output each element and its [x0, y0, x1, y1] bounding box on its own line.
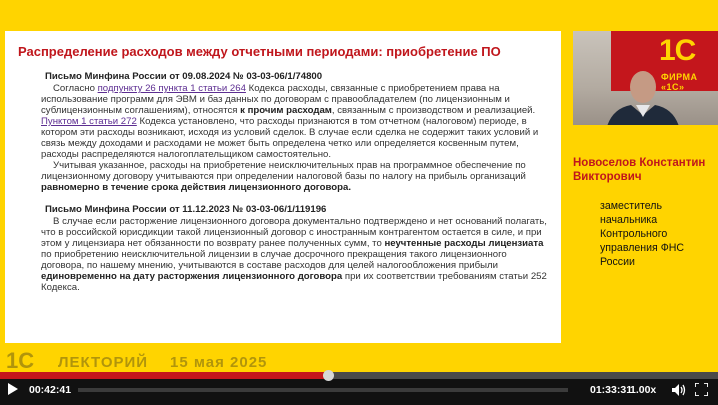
play-icon[interactable] [8, 383, 18, 395]
text-span: Кодекса установлено, что расходы признаются в том отчетном (налоговом) периоде, в котором эти расходы возникают, исходя из условий сделок. В случае если сделка не содержит таких условий и связь между доходами и расходами не может быть определена четко или определяется косвенным путем, расходы распределяются налогоплательщиком самостоятельно. [41, 116, 539, 160]
bold-span: неучтенные расходы лицензиата [384, 238, 544, 249]
progress-fill [0, 372, 328, 379]
letter1-paragraph1 [41, 83, 551, 116]
logo-text: 1С [659, 34, 696, 67]
total-time: 01:33:31 [590, 384, 633, 396]
text-span: Согласно [53, 83, 98, 94]
slide-title: Распределение расходов между отчетными периодами: приобретение ПО [18, 44, 501, 59]
speaker-camera [573, 31, 718, 125]
speaker-person-icon [603, 65, 683, 125]
text-span: , связанным с производством и реализацией. [331, 105, 536, 116]
presentation-slide [5, 31, 561, 343]
watermark-word: ЛЕКТОРИЙ [58, 354, 149, 371]
text-span: Учитывая указанное, расходы на приобретение неисключительных прав на программное обеспечение по лицензионному договору учитываются при определении налоговой базы по налогу на прибыль организаций [41, 160, 526, 182]
slide-body [41, 71, 551, 293]
spacer [41, 193, 551, 204]
watermark [0, 348, 300, 372]
text-span: при их соответствии требованиям статьи 252 Кодекса. [41, 271, 547, 293]
fullscreen-icon[interactable] [695, 383, 708, 396]
progress-bar[interactable] [0, 372, 718, 379]
text-span: В случае если расторжение лицензионного договора документально подтверждено и нет оснований полагать, что в российской юрисдикции такой лицензионный договор с иностранным контрагентом остается в силе, и при этом у лицензиара нет обязанности по возврату ранее полученных сумм, то [41, 216, 547, 249]
watermark-date: 15 мая 2025 [170, 354, 268, 371]
current-time: 00:42:41 [29, 384, 72, 396]
speaker-role: заместитель начальника Контрольного управления ФНС России [600, 200, 685, 268]
letter2-paragraph1 [41, 216, 551, 293]
playback-speed-button[interactable]: 1.00x [630, 384, 657, 396]
letter1-paragraph2 [41, 116, 551, 160]
bold-span: к прочим расходам [240, 105, 332, 116]
law-link: Пунктом 1 статьи 272 [41, 116, 137, 127]
watermark-logo: 1С [6, 348, 35, 372]
letter1-heading: Письмо Минфина России от 09.08.2024 № 03-03-06/1/74800 [45, 71, 323, 82]
letter2-heading: Письмо Минфина России от 11.12.2023 № 03-03-06/1/119196 [45, 204, 327, 215]
bold-span: единовременно на дату расторжения лицензионного договора [41, 271, 343, 282]
text-span: Кодекса расходы, связанные с приобретением права на использование программ для ЭВМ и баз данных по договорам с правообладателем (по лицензионным и сублицензионным соглашениям), относятся [41, 83, 510, 116]
law-link: подпункту 26 пункта 1 статьи 264 [97, 83, 246, 94]
speaker-name: Новоселов Константин Викторович [573, 157, 706, 183]
volume-icon[interactable] [672, 384, 686, 396]
logo-subtext: ФИРМА «1С» [661, 72, 698, 92]
letter1-paragraph3 [41, 160, 551, 193]
bold-span: равномерно в течение срока действия лицензионного договора. [41, 182, 352, 193]
text-span: по приобретению неисключительной лицензии в случае досрочного прекращения такого лицензионного договора, по нашему мнению, учитываются в составе расходов для целей налогообложения прибыли [41, 249, 507, 271]
buffer-track [78, 388, 568, 392]
